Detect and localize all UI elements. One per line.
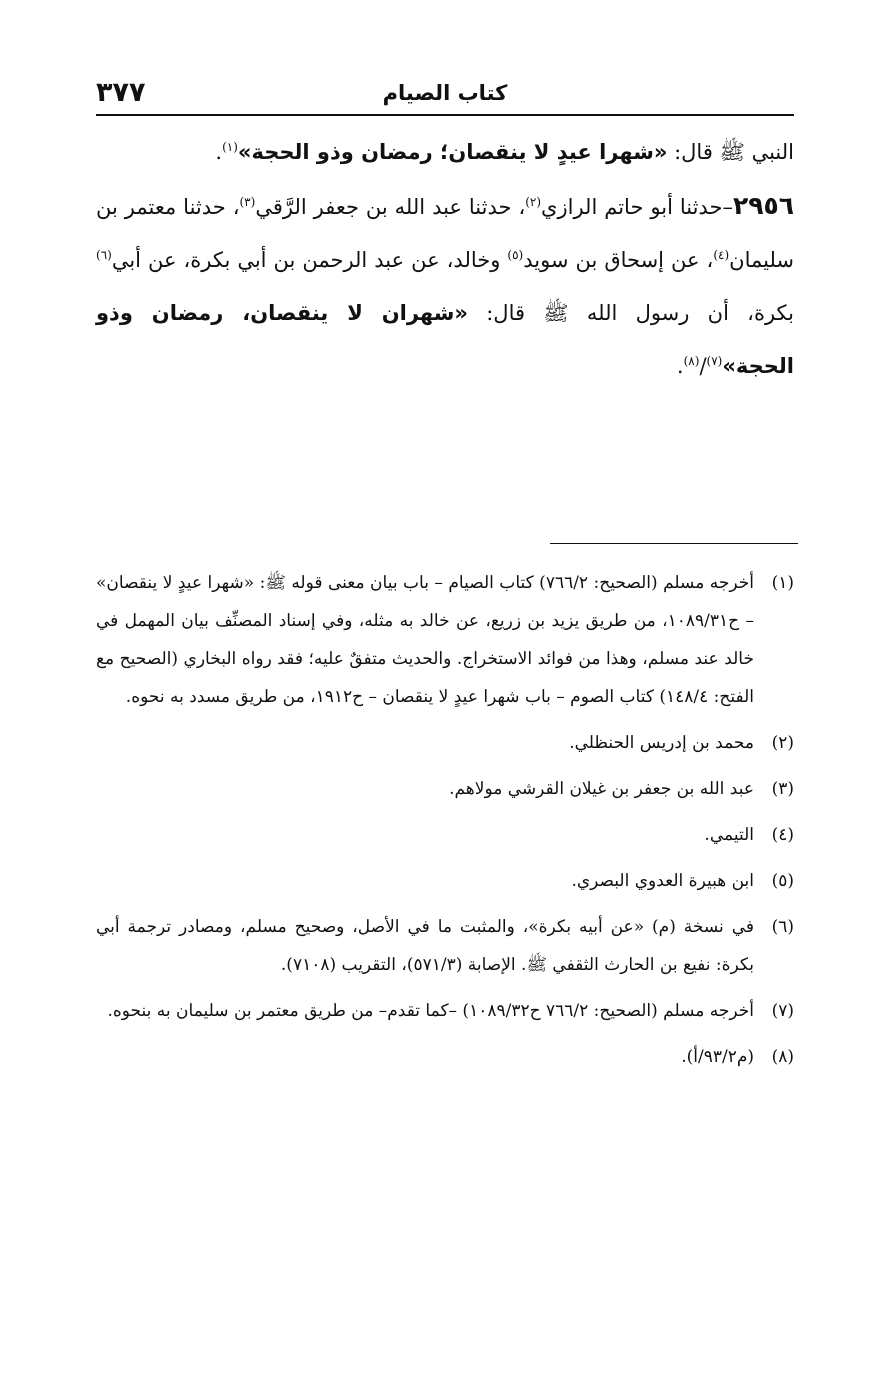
- footnote-separator: [550, 543, 798, 544]
- paragraph-2: [96, 179, 794, 393]
- footnote-5: [96, 862, 794, 900]
- footnote-ref-2[interactable]: (٢): [525, 195, 542, 209]
- footnote-ref-5[interactable]: (٥): [507, 248, 524, 262]
- text-run: –حدثنا أبو حاتم الرازي: [541, 195, 733, 219]
- footnote-text: أخرجه مسلم (الصحيح: ٧٦٦/٢) كتاب الصيام – باب بيان معنى قوله ﷺ: «شهرا عيدٍ لا ينقصان» – ح١٠٨٩/٣١، من طريق يزيد بن زريع، عن خالد به مثله، وفي إسناد المصنِّف بيان المهمل في خالد عند مسلم، وهذا من فوائد الاستخراج. والحديث متفقٌ عليه؛ فقد رواه البخاري (الصحيح مع الفتح: ١٤٨/٤) كتاب الصوم – باب شهرا عيدٍ لا ينقصان – ح١٩١٢، من طريق مسدد به نحوه.: [96, 573, 754, 707]
- footnote-4: [96, 816, 794, 854]
- footnote-text: ابن هبيرة العدوي البصري.: [571, 871, 754, 891]
- footnote-number: (٨): [771, 1047, 794, 1067]
- footnote-1: [96, 564, 794, 716]
- footnote-ref-4[interactable]: (٤): [713, 248, 730, 262]
- footnote-number: (٧): [771, 1001, 794, 1021]
- footnote-7: [96, 992, 794, 1030]
- footnote-number: (٥): [771, 871, 794, 891]
- text-run: بكرة، أن رسول الله ﷺ قال:: [467, 301, 794, 325]
- footnote-8: [96, 1038, 794, 1076]
- footnote-ref-3[interactable]: (٣): [239, 195, 256, 209]
- hadith-number: ٢٩٥٦: [732, 191, 794, 220]
- chapter-title: كتاب الصيام: [382, 81, 508, 105]
- text-run: ، عن إسحاق بن سويد: [523, 248, 714, 272]
- footnote-number: (٣): [771, 779, 794, 799]
- footnote-number: (١): [771, 573, 794, 593]
- footnote-text: التيمي.: [704, 825, 754, 845]
- text-run: النبي ﷺ قال:: [667, 140, 794, 164]
- page-number: ٣٧٧: [96, 77, 146, 108]
- footnote-text: في نسخة (م) «عن أبيه بكرة»، والمثبت ما في الأصل، وصحيح مسلم، ومصادر ترجمة أبي بكرة: نفيع بن الحارث الثقفي ﷺ. الإصابة (٥٧١/٣)، التقريب (٧١٠٨).: [96, 917, 754, 975]
- main-text: [96, 126, 794, 393]
- paragraph-1: [96, 126, 794, 179]
- running-header: [96, 76, 794, 110]
- footnote-3: [96, 770, 794, 808]
- footnote-number: (٢): [771, 733, 794, 753]
- footnotes: [96, 564, 794, 1084]
- text-run: ، حدثنا معتمر بن سليمان: [96, 195, 794, 272]
- footnote-text: محمد بن إدريس الحنظلي.: [569, 733, 754, 753]
- footnote-text: عبد الله بن جعفر بن غيلان القرشي مولاهم.: [449, 779, 754, 799]
- text-run: وخالد، عن عبد الرحمن بن أبي بكرة، عن أبي: [111, 248, 508, 272]
- header-rule: [96, 114, 794, 116]
- footnote-text: أخرجه مسلم (الصحيح: ٧٦٦/٢ ح١٠٨٩/٣٢) –كما تقدم– من طريق معتمر بن سليمان به بنحوه.: [107, 1001, 754, 1021]
- text-run: .: [676, 354, 684, 378]
- hadith-quote: «شهران لا ينقصان، رمضان وذو الحجة»: [96, 301, 794, 378]
- footnote-ref-6[interactable]: (٦): [96, 248, 112, 262]
- footnote-ref-1[interactable]: (١): [222, 140, 238, 154]
- text-run: /: [699, 354, 707, 378]
- text-run: .: [215, 140, 223, 164]
- footnote-number: (٤): [771, 825, 794, 845]
- hadith-quote: «شهرا عيدٍ لا ينقصان؛ رمضان وذو الحجة»: [237, 140, 668, 164]
- footnote-ref-7[interactable]: (٧): [706, 354, 723, 368]
- text-run: ، حدثنا عبد الله بن جعفر الرَّقي: [255, 195, 526, 219]
- footnote-ref-8[interactable]: (٨): [683, 354, 700, 368]
- footnote-text: (م٩٣/٢/أ).: [681, 1047, 754, 1067]
- footnote-2: [96, 724, 794, 762]
- footnote-number: (٦): [771, 917, 794, 937]
- footnote-6: [96, 908, 794, 984]
